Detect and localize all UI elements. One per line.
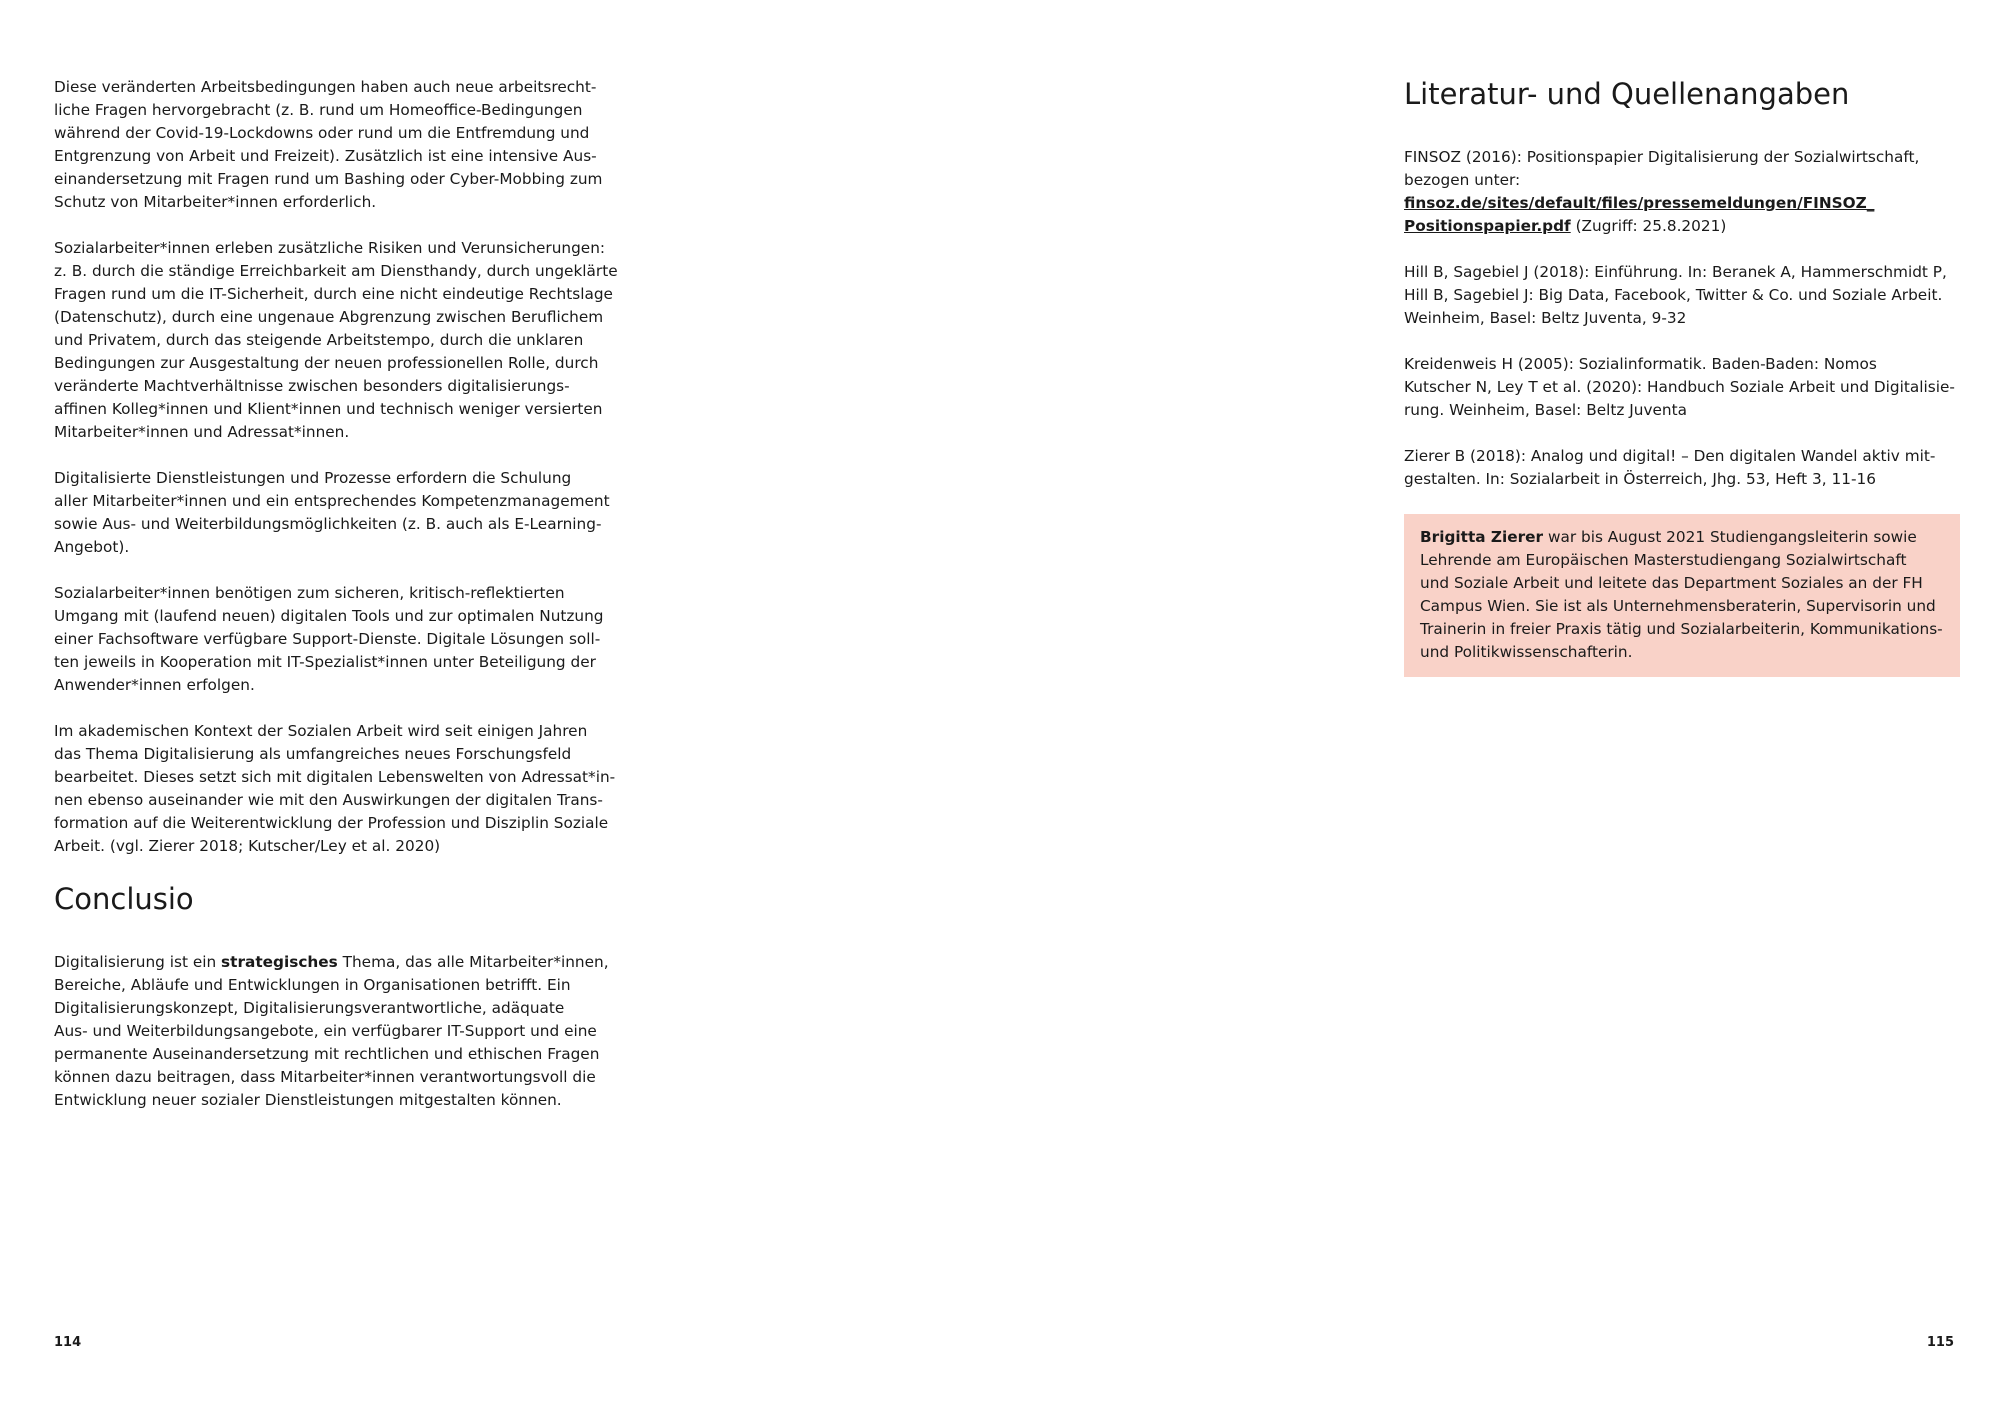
author-bio — [1420, 526, 1944, 664]
right-text-column — [1404, 76, 1970, 677]
paragraph-risiken: Sozialarbeiter*innen erleben zusätzliche Risiken und Verunsicherungen: z. B. durch die ständige Erreichbarkeit am Diensthandy, durch ungeklärte Fragen rund um die IT-Sicherheit, durch eine nicht eindeutige Rechtslage (Datenschutz), durch eine ungenaue Abgrenzung zwischen Beruflichem und Privatem, durch das steigende Arbeitstempo, durch die unklaren Bedingungen zur Ausgestaltung der neuen professionellen Rolle, durch veränderte Machtverhältnisse zwischen besonders digitalisierungs- affinen Kolleg*innen und Klient*innen und technisch weniger versierten Mitarbeiter*innen und Adressat*innen. — [54, 239, 618, 441]
author-bio-text: war bis August 2021 Studiengangsleiterin sowie Lehrende am Europäischen Masterstudiengang Sozialwirtschaft und Soziale Arbeit und leitete das Department Soziales an der FH Campus Wien. Sie ist als Unternehmensberaterin, Supervisorin und Trainerin in freier Praxis tätig und Sozialarbeiterin, Kommunikations- und Politikwissenschafterin. — [1420, 528, 1943, 661]
paragraph-forschung: Im akademischen Kontext der Sozialen Arbeit wird seit einigen Jahren das Thema Digitalisierung als umfangreiches neues Forschungsfeld bearbeitet. Dieses setzt sich mit digitalen Lebenswelten von Adressat*in- nen ebenso auseinander wie mit den Auswirkungen der digitalen Trans- formation auf die Weiterentwicklung der Profession und Disziplin Soziale Arbeit. (vgl. Zierer 2018; Kutscher/Ley et al. 2020) — [54, 722, 616, 855]
page-number-left: 114 — [54, 1335, 82, 1350]
author-name: Brigitta Zierer — [1420, 528, 1544, 546]
reference-kreidenweis-kutscher: Kreidenweis H (2005): Sozialinformatik. Baden-Baden: Nomos Kutscher N, Ley T et al. (2020): Handbuch Soziale Arbeit und Digitalisie- rung. Weinheim, Basel: Beltz Juventa — [1404, 355, 1955, 419]
reference-zierer: Zierer B (2018): Analog und digital! – Den digitalen Wandel aktiv mit- gestalten. In: Sozialarbeit in Österreich, Jhg. 53, Heft 3, 11-16 — [1404, 447, 1936, 488]
reference-finsoz-text: FINSOZ (2016): Positionspapier Digitalisierung der Sozialwirtschaft, bezogen unter: — [1404, 148, 1920, 189]
conclusio-bold-word: strategisches — [221, 953, 338, 971]
conclusio-text-start: Digitalisierung ist ein — [54, 953, 222, 971]
author-bio-box — [1404, 514, 1960, 677]
paragraph-conclusio — [54, 951, 624, 1112]
paragraph-support: Sozialarbeiter*innen benötigen zum sicheren, kritisch-reflektierten Umgang mit (laufend neuen) digitalen Tools und zur optimalen Nutzung einer Fachsoftware verfügbare Support-Dienste. Digitale Lösungen soll- ten jeweils in Kooperation mit IT-Spezialist*innen unter Beteiligung der Anwender*innen erfolgen. — [54, 584, 604, 694]
finsoz-link[interactable]: finsoz.de/sites/default/files/pressemeldungen/FINSOZ_ Positionspapier.pdf — [1404, 194, 1875, 235]
conclusio-heading: Conclusio — [54, 882, 194, 916]
literature-heading: Literatur- und Quellenangaben — [1404, 77, 1850, 111]
reference-finsoz — [1404, 146, 1970, 238]
left-text-column — [54, 76, 624, 1135]
page-number-right: 115 — [1926, 1335, 1954, 1350]
reference-finsoz-access-date: (Zugriff: 25.8.2021) — [1570, 217, 1727, 235]
right-page — [1000, 0, 2000, 1405]
reference-hill-sagebiel: Hill B, Sagebiel J (2018): Einführung. In: Beranek A, Hammerschmidt P, Hill B, Sagebiel J: Big Data, Facebook, Twitter & Co. und Soziale Arbeit. Weinheim, Basel: Beltz Juventa, 9-32 — [1404, 263, 1947, 327]
conclusio-text-end: Thema, das alle Mitarbeiter*innen, Bereiche, Abläufe und Entwicklungen in Organisationen betrifft. Ein Digitalisierungskonzept, Digitalisierungsverantwortliche, adäquate Aus- und Weiterbildungsangebote, ein verfügbarer IT-Support und eine permanente Auseinandersetzung mit rechtlichen und ethischen Fragen können dazu beitragen, dass Mitarbeiter*innen verantwortungsvoll die Entwicklung neuer sozialer Dienstleistungen mitgestalten können. — [54, 953, 609, 1109]
paragraph-schulung: Digitalisierte Dienstleistungen und Prozesse erfordern die Schulung aller Mitarbeiter*innen und ein entsprechendes Kompetenzmanagement sowie Aus- und Weiterbildungsmöglichkeiten (z. B. auch als E-Learning- Angebot). — [54, 469, 610, 556]
paragraph-arbeitsrecht: Diese veränderten Arbeitsbedingungen haben auch neue arbeitsrecht- liche Fragen hervorgebracht (z. B. rund um Homeoffice-Bedingungen während der Covid-19-Lockdowns oder rund um die Entfremdung und Entgrenzung von Arbeit und Freizeit). Zusätzlich ist eine intensive Aus- einandersetzung mit Fragen rund um Bashing oder Cyber-Mobbing zum Schutz von Mitarbeiter*innen erforderlich. — [54, 78, 603, 211]
